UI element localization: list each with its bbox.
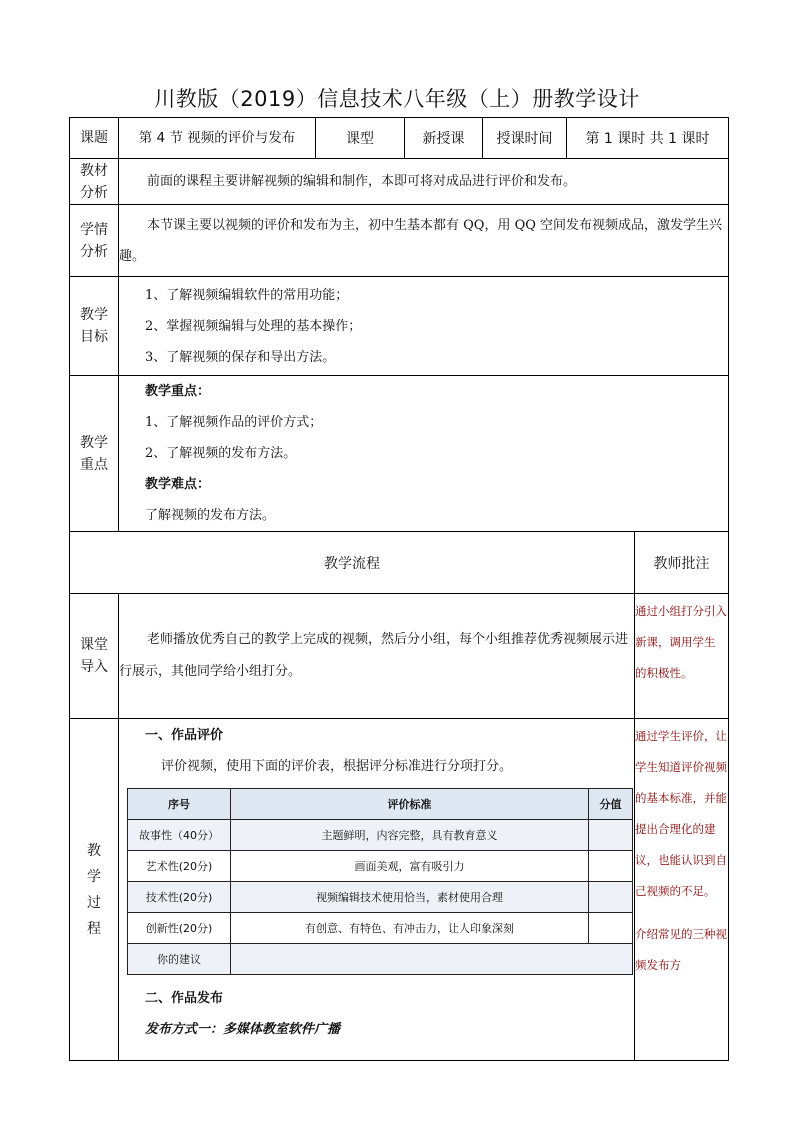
time-label: 授课时间 bbox=[483, 118, 567, 159]
keypoints-label-text: 教学重点 bbox=[80, 434, 108, 473]
difficult-title: 教学难点： bbox=[145, 477, 211, 492]
eval-score[interactable] bbox=[589, 820, 633, 851]
intro-note: 通过小组打分引入新课，调用学生 的积极性。 bbox=[635, 594, 729, 719]
process-content bbox=[119, 719, 635, 1061]
goal-item: 1、了解视频编辑软件的常用功能； bbox=[145, 287, 349, 303]
key-title: 教学重点： bbox=[145, 384, 211, 399]
section1-title: 一、作品评价 bbox=[145, 728, 224, 743]
table-row bbox=[128, 820, 633, 851]
process-notes bbox=[635, 719, 729, 1061]
goal-item: 3、了解视频的保存和导出方法。 bbox=[145, 349, 336, 365]
eval-criteria: 有创意、有特色、有冲击力，让人印象深刻 bbox=[231, 913, 589, 944]
difficult-text: 了解视频的发布方法。 bbox=[145, 508, 276, 523]
material-label bbox=[70, 159, 119, 205]
section1-text: 评价视频，使用下面的评价表，根据评分标准进行分项打分。 bbox=[161, 759, 513, 774]
section2-title: 二、作品发布 bbox=[145, 991, 224, 1006]
goal-item: 2、掌握视频编辑与处理的基本操作； bbox=[145, 318, 362, 334]
keypoints-content bbox=[119, 376, 729, 532]
table-row bbox=[128, 851, 633, 882]
learner-label-text: 学情分析 bbox=[80, 221, 108, 260]
eval-header: 分值 bbox=[589, 789, 633, 820]
table-row bbox=[128, 944, 633, 975]
process-label-text: 教学过程 bbox=[87, 842, 101, 937]
eval-header: 评价标准 bbox=[231, 789, 589, 820]
key-item: 2、了解视频的发布方法。 bbox=[145, 446, 297, 461]
process-note-2: 介绍常见的三种视频发布方 bbox=[635, 927, 727, 972]
eval-item: 你的建议 bbox=[128, 944, 231, 975]
type-value: 新授课 bbox=[405, 118, 483, 159]
goals-label-text: 教学目标 bbox=[80, 307, 108, 345]
eval-criteria: 视频编辑技术使用恰当，素材使用合理 bbox=[231, 882, 589, 913]
eval-item: 故事性（40分） bbox=[128, 820, 231, 851]
intro-label bbox=[70, 594, 119, 719]
type-label: 课型 bbox=[316, 118, 405, 159]
goals-list bbox=[119, 277, 729, 376]
process-label bbox=[70, 719, 119, 1061]
document-title: 川教版（2019）信息技术八年级（上）册教学设计 bbox=[154, 87, 640, 111]
eval-header: 序号 bbox=[128, 789, 231, 820]
eval-item: 技术性(20分) bbox=[128, 882, 231, 913]
suggestion-field[interactable] bbox=[231, 944, 633, 975]
eval-item: 艺术性(20分) bbox=[128, 851, 231, 882]
eval-criteria: 主题鲜明，内容完整，具有教育意义 bbox=[231, 820, 589, 851]
process-note-1: 通过学生评价，让学生知道评价视频的基本标准，并能提出合理化的建议，也能认识到自己视频的不足。 bbox=[635, 729, 727, 898]
table-row bbox=[128, 913, 633, 944]
key-item: 1、了解视频作品的评价方式； bbox=[145, 415, 323, 430]
material-label-text: 教材分析 bbox=[80, 162, 108, 201]
material-text: 前面的课程主要讲解视频的编辑和制作，本即可将对成品进行评价和发布。 bbox=[119, 159, 729, 205]
topic-label: 课题 bbox=[70, 118, 119, 159]
keypoints-label bbox=[70, 376, 119, 532]
learner-label bbox=[70, 205, 119, 277]
evaluation-table bbox=[127, 788, 633, 975]
time-value: 第 1 课时 共 1 课时 bbox=[567, 118, 729, 159]
eval-item: 创新性(20分) bbox=[128, 913, 231, 944]
eval-score[interactable] bbox=[589, 882, 633, 913]
table-row bbox=[128, 882, 633, 913]
lesson-plan-table bbox=[69, 117, 729, 1061]
learner-text: 本节课主要以视频的评价和发布为主，初中生基本都有 QQ，用 QQ 空间发布视频成品，激发学生兴趣。 bbox=[119, 205, 729, 277]
evaluation-header-row bbox=[128, 789, 633, 820]
intro-text: 老师播放优秀自己的教学上完成的视频，然后分小组，每个小组推荐优秀视频展示进行展示，其他同学给小组打分。 bbox=[119, 594, 635, 719]
intro-label-text: 课堂导入 bbox=[80, 637, 108, 675]
teacher-note-title: 教师批注 bbox=[635, 532, 729, 594]
eval-score[interactable] bbox=[589, 851, 633, 882]
publish-method: 发布方式一：多媒体教室软件广播 bbox=[145, 1022, 341, 1037]
eval-score[interactable] bbox=[589, 913, 633, 944]
topic-value: 第 4 节 视频的评价与发布 bbox=[119, 118, 316, 159]
eval-criteria: 画面美观，富有吸引力 bbox=[231, 851, 589, 882]
goals-label bbox=[70, 277, 119, 376]
flow-title: 教学流程 bbox=[70, 532, 635, 594]
